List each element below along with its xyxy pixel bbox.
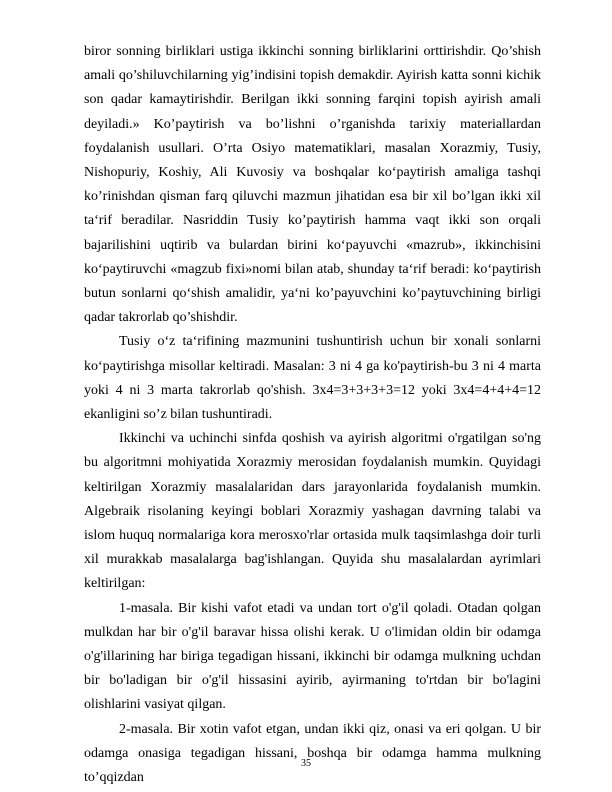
paragraph-5: 2-masala. Bir xotin vafot etgan, undan ikki qiz, onasi va eri qolgan. U bir odamga onasiga tegadigan hissani, boshqa bir odamga hamma mulkning to’qqizdan	[84, 721, 541, 786]
paragraph-1: biror sonning birliklari ustiga ikkinchi sonning birliklarini orttirishdir. Qo’shish amali qo’shiluvchilarning yig’indisini topish demakdir. Ayirish katta sonni kichik son qadar kamaytirishdir. Berilgan ikki sonning farqini topish ayirish amali deyiladi.» Ko’paytirish va bo’lishni o’rganishda tarixiy materiallardan foydalanish usullari. O’rta Osiyo matematiklari, masalan Xorazmiy, Tusiy, Nishopuriy, Koshiy, Ali Kuvosiy va boshqalar ko‘paytirish amaliga tashqi ko’rinishdan qisman farq qiluvchi mazmun jihatidan esa bir xil bo’lgan ikki xil ta‘rif beradilar. Nasriddin Tusiy ko’paytirish hamma vaqt ikki son orqali bajarilishini uqtirib va bulardan birini ko‘payuvchi «mazrub», ikkinchisini ko‘paytiruvchi «magzub fixi»nomi bilan atab, shunday ta‘rif beradi: ko‘paytirish butun sonlarni qo‘shish amalidir, ya‘ni ko’payuvchini ko’paytuvchining birligi qadar takrorlab qo’shishdir.	[84, 44, 541, 326]
page-number: 35	[301, 758, 311, 769]
paragraph-4: 1-masala. Bir kishi vafot etadi va undan tort o'g'il qoladi. Otadan qolgan mulkdan har bir o'g'il baravar hissa olishi kerak. U o'limidan oldin bir odamga o'g'illarining har biriga tegadigan hissani, ikkinchi bir odamga mulkning uchdan bir bo'ladigan bir o'g'il hissasini ayirib, ayirmaning to'rtdan bir bo'lagini olishlarini vasiyat qilgan.	[84, 600, 541, 713]
paragraph-2: Tusiy o‘z ta‘rifining mazmunini tushuntirish uchun bir xonali sonlarni ko‘paytirishga misollar keltiradi. Masalan: 3 ni 4 ga ko'paytirish-bu 3 ni 4 marta yoki 4 ni 3 marta takrorlab qo'shish. 3x4=3+3+3+3=12 yoki 3x4=4+4+4=12 ekanligini so’z bilan tushuntiradi.	[84, 334, 541, 423]
paragraph-3: Ikkinchi va uchinchi sinfda qoshish va ayirish algoritmi o'rgatilgan so'ng bu algoritmni mohiyatida Xorazmiy merosidan foydalanish mumkin. Quyidagi keltirilgan Xorazmiy masalalaridan dars jarayonlarida foydalanish mumkin. Algebraik risolaning keyingi boblari Xorazmiy yashagan davrning talabi va islom huquq normalariga kora merosxo'rlar ortasida mulk taqsimlashga doir turli xil murakkab masalalarga bag'ishlangan. Quyida shu masalalardan ayrimlari keltirilgan:	[84, 431, 541, 592]
document-body	[84, 40, 541, 790]
